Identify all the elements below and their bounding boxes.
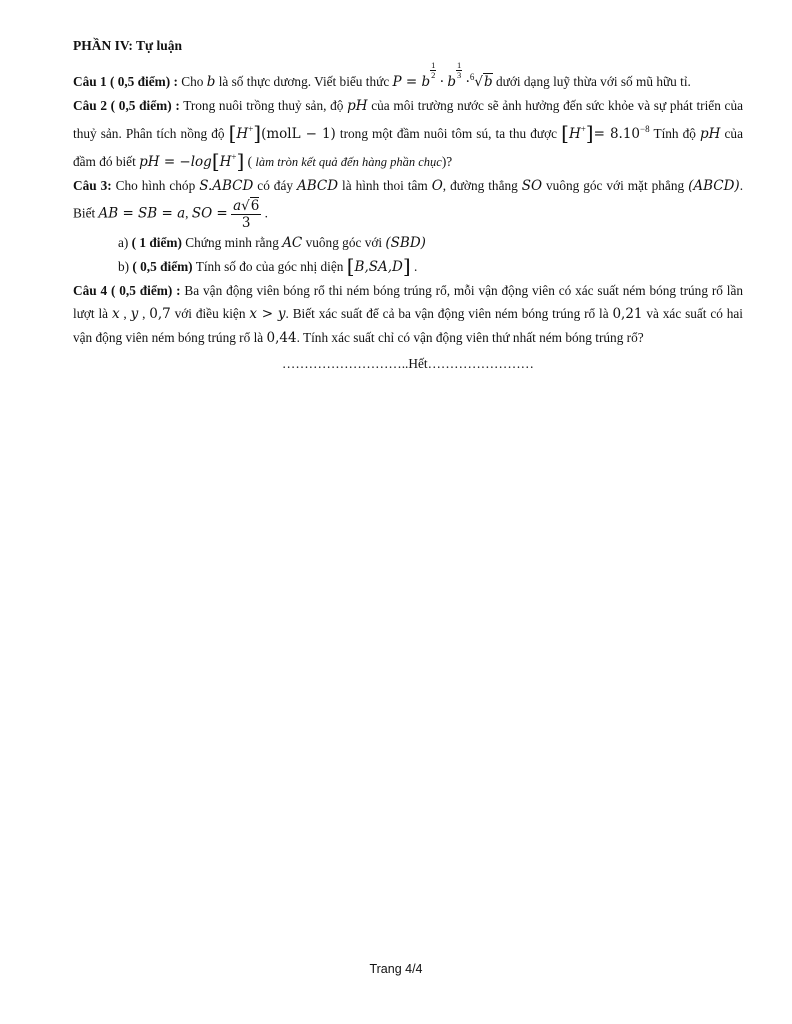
q3-fraction: $\frac{a√6}{3}$ — [233, 198, 260, 231]
question-3: Câu 3: Cho hình chóp S.ABCD có đáy ABCD là hình thoi tâm O, đường thẳng SO vuông góc với mặt phẳng (ABCD). Biết AB = SB = a, SO = $\frac{a√6}{3}$ . — [73, 178, 744, 231]
q3-label: Câu 3: — [73, 178, 112, 193]
question-1: Câu 1 ( 0,5 điểm) : Cho b là số thực dương. Viết biểu thức P = b $\frac{1}{2}$ · b $\frac{1}{3}$ ·$^6$√b dưới dạng luỹ thừa với số mũ hữu tỉ. — [73, 60, 691, 90]
question-2: Câu 2 ( 0,5 điểm) : Trong nuôi trồng thuỷ sản, độ pH của môi trường nước sẽ ảnh hưởng đến sức khỏe và sự phát triển của thuỷ sản. Phân tích nồng độ [H+](molL − 1) trong một đầm nuôi tôm sú, ta thu được $[H^+]= 8.10^{-8}$ Tính độ pH của đầm đó biết pH = −log[H+] ( làm tròn kết quả đến hàng phần chục)? — [73, 98, 743, 173]
section-title: PHẦN IV: Tự luận — [73, 38, 183, 53]
page-number: Trang 4/4 — [369, 962, 423, 976]
question-3a: a) ( 1 điểm) Chứng minh rằng AC vuông góc với (SBD) — [118, 235, 426, 251]
q2-label: Câu 2 ( 0,5 điểm) : — [73, 98, 180, 113]
question-3b: b) ( 0,5 điểm) Tính số đo của góc nhị diện [B,SA,D] . — [118, 254, 418, 278]
page-content — [73, 34, 743, 375]
q1-expression: P = b $\frac{1}{2}$ · b $\frac{1}{3}$ ·$^6$√b — [392, 60, 493, 90]
q1-label: Câu 1 ( 0,5 điểm) : — [73, 74, 178, 89]
q2-rounding-note: làm tròn kết quả đến hàng phần chục — [255, 155, 442, 169]
end-marker: ………………………..Hết…………………… — [282, 356, 534, 371]
q4-label: Câu 4 ( 0,5 điểm) : — [73, 283, 181, 298]
question-4: Câu 4 ( 0,5 điểm) : Ba vận động viên bóng rổ thi ném bóng trúng rổ, mỗi vận động viên có xác suất ném bóng trúng rổ lần lượt là x , y , 0,7 với điều kiện x > y. Biết xác suất để cả ba vận động viên ném bóng trúng rổ là 0,21 và xác suất có hai vận động viên ném bóng trúng rổ là 0,44. Tính xác suất chỉ có vận động viên thứ nhất ném bóng trúng rổ? — [73, 283, 743, 346]
